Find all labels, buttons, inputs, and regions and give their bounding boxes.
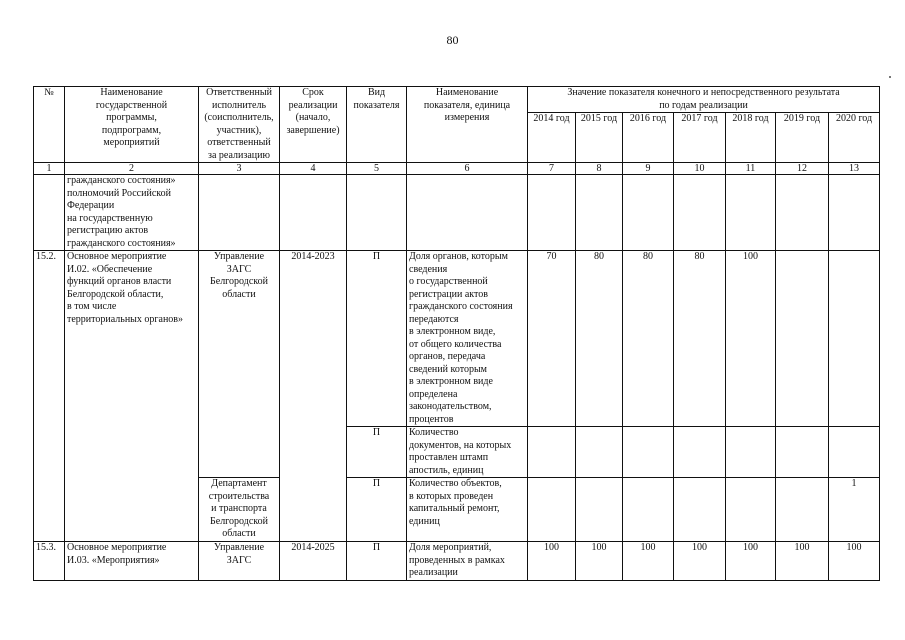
text-line: в электронном виде, bbox=[409, 326, 496, 337]
column-number: 9 bbox=[623, 163, 674, 175]
column-number: 6 bbox=[407, 163, 528, 175]
value-cell bbox=[528, 175, 576, 251]
text-line: государственной bbox=[95, 99, 168, 111]
text-line: от общего количества bbox=[409, 338, 502, 350]
text-line: Значение показателя конечного и непосредственного результата bbox=[567, 87, 840, 98]
text-line: Основное мероприятие bbox=[67, 542, 167, 553]
text-line: полномочий Российской bbox=[67, 187, 171, 199]
header-indicator-name bbox=[407, 87, 528, 163]
text-line: ответственный bbox=[207, 137, 271, 148]
value-cell bbox=[528, 478, 576, 542]
row-number: 15.2. bbox=[34, 251, 65, 542]
text-line: гражданского состояния bbox=[409, 301, 513, 312]
text-line: Ответственный bbox=[206, 87, 272, 98]
text-line: проведенных в рамках bbox=[409, 554, 505, 566]
value-cell: 100 bbox=[726, 251, 776, 427]
indicator-name-cell bbox=[407, 542, 528, 581]
text-line: реализации bbox=[288, 99, 338, 111]
column-number: 4 bbox=[280, 163, 347, 175]
text-line: Наименование bbox=[435, 87, 499, 98]
period-cell: 2014-2025 bbox=[280, 542, 347, 581]
text-line: И.02. «Обеспечение bbox=[67, 263, 153, 275]
text-line: (начало, bbox=[295, 112, 331, 123]
column-number: 12 bbox=[776, 163, 829, 175]
indicator-name-cell bbox=[407, 251, 528, 427]
value-cell bbox=[829, 175, 880, 251]
column-numbers-row bbox=[34, 163, 880, 175]
text-line: территориальных органов» bbox=[67, 313, 184, 325]
text-line: участник), bbox=[216, 124, 262, 136]
value-cell: 100 bbox=[674, 542, 726, 581]
text-line: за реализацию bbox=[208, 149, 270, 161]
text-line: регистрацию актов bbox=[67, 225, 149, 236]
column-number: 7 bbox=[528, 163, 576, 175]
column-number: 10 bbox=[674, 163, 726, 175]
text-line: Белгородской bbox=[210, 515, 268, 527]
text-line: показателя, единица bbox=[423, 99, 511, 111]
value-cell: 80 bbox=[623, 251, 674, 427]
value-cell bbox=[776, 251, 829, 427]
value-cell bbox=[776, 478, 829, 542]
value-cell bbox=[576, 175, 623, 251]
text-line: апостиль, единиц bbox=[409, 464, 484, 476]
text-line: области bbox=[222, 528, 256, 539]
text-line: программы, bbox=[106, 112, 157, 123]
value-cell: 100 bbox=[776, 542, 829, 581]
header-executor bbox=[199, 87, 280, 163]
row-number bbox=[34, 175, 65, 251]
value-cell bbox=[674, 478, 726, 542]
indicator-name-cell bbox=[407, 478, 528, 542]
text-line: исполнитель bbox=[211, 99, 267, 111]
header-year: 2016 год bbox=[623, 113, 674, 163]
text-line: гражданского состояния» bbox=[67, 237, 176, 249]
text-line: Наименование bbox=[100, 87, 163, 98]
column-number: 13 bbox=[829, 163, 880, 175]
value-cell bbox=[576, 478, 623, 542]
text-line: функций органов власти bbox=[67, 276, 172, 287]
value-cell bbox=[776, 427, 829, 478]
header-program-name bbox=[65, 87, 199, 163]
text-line: передаются bbox=[409, 313, 459, 325]
value-cell bbox=[726, 478, 776, 542]
value-cell: 100 bbox=[528, 542, 576, 581]
program-name bbox=[65, 251, 199, 542]
text-line: измерения bbox=[444, 112, 490, 123]
value-cell bbox=[528, 427, 576, 478]
text-line: по годам реализации bbox=[659, 99, 748, 111]
text-line: Вид bbox=[367, 87, 386, 98]
period-cell: 2014-2023 bbox=[280, 251, 347, 542]
row-number: 15.3. bbox=[34, 542, 65, 581]
table-header-row bbox=[34, 87, 880, 113]
text-line: области bbox=[222, 288, 256, 300]
scan-speck bbox=[889, 76, 891, 78]
column-number: 1 bbox=[34, 163, 65, 175]
text-line: Доля мероприятий, bbox=[409, 542, 492, 553]
header-period bbox=[280, 87, 347, 163]
header-number: № bbox=[34, 87, 65, 163]
value-cell bbox=[674, 175, 726, 251]
value-cell bbox=[623, 427, 674, 478]
table-row bbox=[34, 175, 880, 251]
period-cell bbox=[280, 175, 347, 251]
program-name bbox=[65, 542, 199, 581]
value-cell bbox=[576, 427, 623, 478]
text-line: проставлен штамп bbox=[409, 452, 489, 463]
value-cell: 100 bbox=[623, 542, 674, 581]
value-cell: 100 bbox=[576, 542, 623, 581]
text-line: подпрограмм, bbox=[101, 124, 162, 136]
program-name bbox=[65, 175, 199, 251]
executor-cell bbox=[199, 175, 280, 251]
value-cell bbox=[829, 427, 880, 478]
text-line: реализации bbox=[409, 567, 458, 578]
text-line: в том числе bbox=[67, 301, 117, 312]
table-row bbox=[34, 542, 880, 581]
header-year: 2018 год bbox=[726, 113, 776, 163]
text-line: Основное мероприятие bbox=[67, 251, 167, 262]
value-cell bbox=[674, 427, 726, 478]
header-year: 2014 год bbox=[528, 113, 576, 163]
text-line: Белгородской области, bbox=[67, 288, 164, 300]
text-line: Количество bbox=[409, 427, 459, 438]
column-number: 11 bbox=[726, 163, 776, 175]
text-line: ЗАГС bbox=[226, 554, 252, 566]
text-line: документов, на которых bbox=[409, 439, 512, 451]
value-cell: 100 bbox=[829, 542, 880, 581]
column-number: 3 bbox=[199, 163, 280, 175]
indicator-name-cell bbox=[407, 427, 528, 478]
text-line: завершение) bbox=[286, 124, 340, 136]
value-cell bbox=[623, 478, 674, 542]
text-line: (соисполнитель, bbox=[204, 112, 274, 123]
text-line: регистрации актов bbox=[409, 288, 488, 300]
column-number: 2 bbox=[65, 163, 199, 175]
executor-cell bbox=[199, 251, 280, 478]
header-year: 2020 год bbox=[829, 113, 880, 163]
text-line: о государственной bbox=[409, 276, 488, 287]
text-line: сведений которым bbox=[409, 363, 487, 375]
value-cell bbox=[776, 175, 829, 251]
value-cell bbox=[726, 427, 776, 478]
indicators-table bbox=[33, 86, 880, 581]
value-cell: 80 bbox=[576, 251, 623, 427]
indicator-type-cell: П bbox=[347, 427, 407, 478]
header-values-group bbox=[528, 87, 880, 113]
value-cell: 80 bbox=[674, 251, 726, 427]
column-number: 5 bbox=[347, 163, 407, 175]
header-year: 2017 год bbox=[674, 113, 726, 163]
text-line: Доля органов, которым bbox=[409, 251, 508, 262]
text-line: строительства bbox=[208, 490, 270, 502]
text-line: И.03. «Мероприятия» bbox=[67, 554, 160, 566]
text-line: процентов bbox=[409, 413, 454, 425]
text-line: Белгородской bbox=[210, 276, 268, 287]
value-cell bbox=[726, 175, 776, 251]
indicator-type-cell: П bbox=[347, 251, 407, 427]
text-line: капитальный ремонт, bbox=[409, 503, 500, 514]
indicator-type-cell bbox=[347, 175, 407, 251]
value-cell: 1 bbox=[829, 478, 880, 542]
header-indicator-type bbox=[347, 87, 407, 163]
indicator-type-cell: П bbox=[347, 478, 407, 542]
executor-cell bbox=[199, 478, 280, 542]
table-row bbox=[34, 251, 880, 427]
text-line: Количество объектов, bbox=[409, 478, 502, 489]
text-line: мероприятий bbox=[103, 137, 160, 148]
text-line: единиц bbox=[409, 515, 440, 527]
text-line: в которых проведен bbox=[409, 490, 494, 502]
value-cell: 100 bbox=[726, 542, 776, 581]
text-line: гражданского состояния» bbox=[67, 175, 176, 186]
page-number: 80 bbox=[446, 33, 459, 47]
text-line: законодательством, bbox=[409, 401, 492, 412]
header-year: 2015 год bbox=[576, 113, 623, 163]
text-line: на государственную bbox=[67, 212, 153, 224]
text-line: и транспорта bbox=[211, 503, 267, 514]
text-line: определена bbox=[409, 388, 458, 400]
text-line: в электронном виде bbox=[409, 376, 493, 387]
executor-cell bbox=[199, 542, 280, 581]
value-cell bbox=[623, 175, 674, 251]
text-line: Департамент bbox=[211, 478, 267, 489]
indicator-name-cell bbox=[407, 175, 528, 251]
header-year: 2019 год bbox=[776, 113, 829, 163]
text-line: ЗАГС bbox=[226, 263, 252, 275]
indicator-type-cell: П bbox=[347, 542, 407, 581]
column-number: 8 bbox=[576, 163, 623, 175]
text-line: Управление bbox=[213, 542, 265, 553]
value-cell bbox=[829, 251, 880, 427]
value-cell: 70 bbox=[528, 251, 576, 427]
text-line: органов, передача bbox=[409, 351, 486, 362]
text-line: Срок bbox=[302, 87, 324, 98]
text-line: показателя bbox=[353, 99, 400, 111]
text-line: сведения bbox=[409, 263, 448, 275]
text-line: Управление bbox=[213, 251, 265, 262]
text-line: Федерации bbox=[67, 200, 115, 211]
